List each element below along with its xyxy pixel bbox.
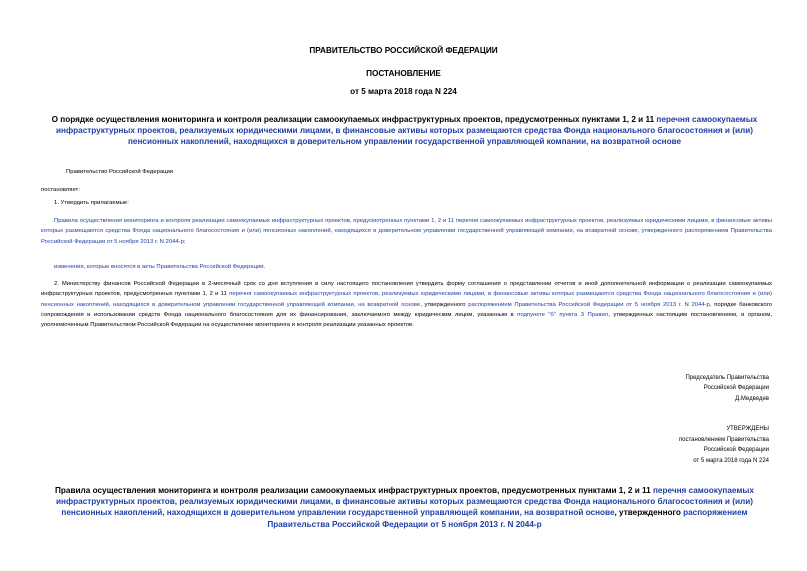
item-1b [54,262,265,272]
title-list-link[interactable]: перечня самоокупаемых инфраструктурных проектов, реализуемых юридическими лицами, в финансовые активы которых размещаются средства Фонда национального благосостояния и (или) пенсионных накоплений, находящихся в доверительном управлении государственной управляющей компании, на возвратной основе [56,115,758,147]
document-title [46,114,763,148]
rules-link[interactable]: Правила осуществления мониторинга и контроля реализации самоокупаемых инфраструктурных проектов, предусмотренных пунктами 1, 2 и 11 перечня самоокупаемых инфраструктурных проектов, реализуемых юридическими лицами, в финансовые активы которых размещаются средства Фонда национального благосостояния и (или) пенсионных накоплений, находящихся в доверительном управлении государственной управляющей компании, на возвратной основе, утвержденного распоряжением Правительства Российской Федерации от 5 ноября 2013 г. N 2044-р; [41,218,772,245]
item-2-text-3: , порядке банковского сопровождения и использовании средств Фонда национального благосостояния для их финансирования, заключаемого между юридическим лицом, указанным в [41,301,773,318]
approved-line-2: постановлением Правительства [678,436,769,443]
resolves-line: постановляет: [41,187,80,193]
approved-line-3: Российской Федерации [703,447,769,454]
signature-block [685,373,769,404]
item-2-subpoint-link[interactable]: подпункте "б" пункта 3 Правил [517,311,609,318]
header-government: ПРАВИТЕЛЬСТВО РОССИЙСКОЙ ФЕДЕРАЦИИ [309,46,498,55]
approved-line-4: от 5 марта 2018 года N 224 [693,457,769,464]
rules-title-order-link[interactable]: распоряжением Правительства Российской Федерации от 5 ноября 2013 г. N 2044-р [267,508,748,529]
issuer-line: Правительство Российской Федерации [66,169,174,175]
item-2-text-2: , утвержденного [420,301,469,308]
header-doc-type: ПОСТАНОВЛЕНИЕ [366,69,441,78]
header-date-number: от 5 марта 2018 года N 224 [350,87,457,96]
approved-line-1: УТВЕРЖДЕНЫ [726,426,769,432]
rules-title-list-link[interactable]: перечня самоокупаемых инфраструктурных проектов, реализуемых юридическими лицами, в финансовые активы которых размещаются средства Фонда национального благосостояния и (или) пенсионных накоплений, находящихся в доверительном управлении государственной управляющей компании, на возвратной основе [56,486,754,518]
item-2-order-link[interactable]: распоряжением Правительства Российской Федерации от 5 ноября 2013 г. N 2044-р [468,301,710,308]
rules-title-text-2: , утвержденного [614,508,684,518]
item-2-text-1: 2. Министерству финансов Российской Федерации в 2-месячный срок со дня вступления в силу настоящего постановления утвердить форму соглашения о представлении отчетов и иной дополнительной информации о реализации самоокупаемых инфраструктурных проектов, предусмотренных пунктами 1, 2 и 11 [41,281,772,298]
rules-title-text-1: Правила осуществления мониторинга и контроля реализации самоокупаемых инфраструктурных проектов, предусмотренных пунктами 1, 2 и 11 [55,486,653,495]
approved-block [679,424,769,466]
document-title-text: О порядке осуществления мониторинга и контроля реализации самоокупаемых инфраструктурных проектов, предусмотренных пунктами 1, 2 и 11 [51,115,657,124]
item-1-intro: 1. Утвердить прилагаемые: [54,200,129,206]
item-1a [41,216,772,247]
item-2-list-link[interactable]: перечня самоокупаемых инфраструктурных проектов, реализуемых юридическими лицами, в финансовые активы которых размещаются средства Фонда национального благосостояния и (или) пенсионных накоплений, находящихся в доверительном управлении государственной управляющей компании, на возвратной основе [41,291,773,308]
rules-title [46,485,763,530]
amendments-link[interactable]: изменения, которые вносятся в акты Правительства Российской Федерации. [54,264,266,270]
signature-line-1: Председатель Правительства [685,375,769,381]
signature-line-3: Д.Медведев [735,395,769,402]
item-2 [41,279,772,330]
signature-line-2: Российской Федерации [703,385,769,392]
item-2-text-4: , утвержденных настоящим постановлением, и органом, уполномоченным Правительством Российской Федерации на осуществление мониторинга и контроля реализации указанных проектов. [41,311,772,329]
